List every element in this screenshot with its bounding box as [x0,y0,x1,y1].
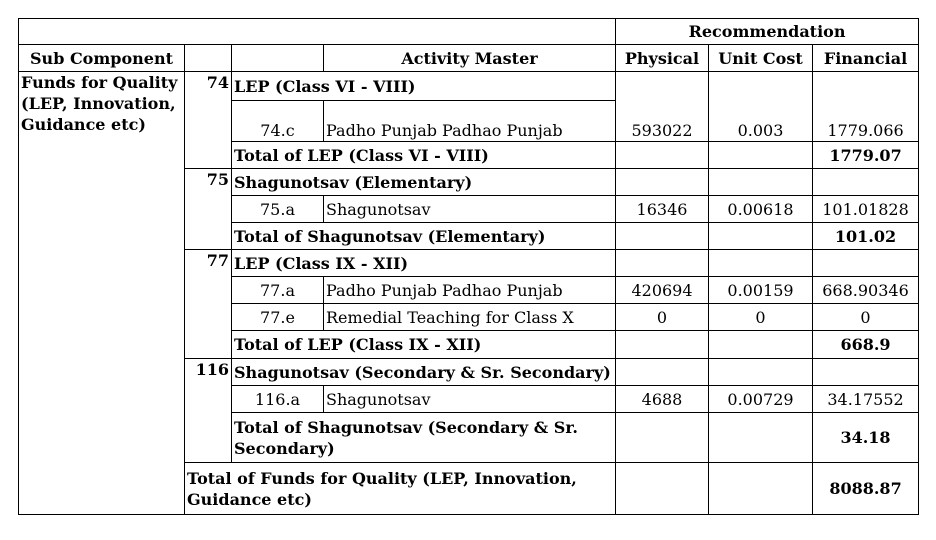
activity-name: Shagunotsav [324,196,616,223]
activity-physical: 4688 [616,386,709,413]
group-total-label: Total of LEP (Class IX - XII) [232,331,616,359]
code-header-blank [185,45,232,72]
activity-physical: 0 [616,304,709,331]
activity-master-header: Activity Master [324,45,616,72]
recommendation-header: Recommendation [616,19,919,45]
empty-cell [616,169,709,196]
activity-unit-cost: 0.00159 [709,277,813,304]
group-code: 74 [185,72,232,169]
physical-header: Physical [616,45,709,72]
empty-cell [616,250,709,277]
empty-cell [616,413,709,463]
empty-cell [709,463,813,515]
group-code: 77 [185,250,232,359]
financial-header: Financial [813,45,919,72]
activity-physical: 420694 [616,277,709,304]
empty-cell [709,359,813,386]
activity-name: Shagunotsav [324,386,616,413]
group-title: Shagunotsav (Elementary) [232,169,616,196]
group-total-financial: 668.9 [813,331,919,359]
activity-name: Padho Punjab Padhao Punjab [324,101,616,142]
activity-name: Padho Punjab Padhao Punjab [324,277,616,304]
recommendation-table [18,18,919,515]
activity-physical: 593022 [616,101,709,142]
empty-cell [709,331,813,359]
grand-total-label: Total of Funds for Quality (LEP, Innovation, Guidance etc) [185,463,616,515]
group-total-financial: 101.02 [813,223,919,250]
activity-code: 75.a [232,196,324,223]
group-title: LEP (Class IX - XII) [232,250,616,277]
group-code: 75 [185,169,232,250]
activity-name: Remedial Teaching for Class X [324,304,616,331]
activity-unit-cost: 0.003 [709,101,813,142]
empty-cell [813,169,919,196]
empty-cell [813,72,919,101]
activity-unit-cost: 0.00729 [709,386,813,413]
empty-cell [813,250,919,277]
activity-code: 116.a [232,386,324,413]
group-title: Shagunotsav (Secondary & Sr. Secondary) [232,359,616,386]
activity-financial: 0 [813,304,919,331]
activity-code: 74.c [232,101,324,142]
group-total-label: Total of Shagunotsav (Elementary) [232,223,616,250]
group-total-financial: 34.18 [813,413,919,463]
empty-cell [709,72,813,101]
empty-cell [709,169,813,196]
sub-component-header: Sub Component [19,45,185,72]
sub-component-cell: Funds for Quality (LEP, Innovation, Guidance etc) [19,72,185,515]
subcode-header-blank [232,45,324,72]
unit-cost-header: Unit Cost [709,45,813,72]
header-blank [19,19,616,45]
activity-code: 77.a [232,277,324,304]
empty-cell [616,463,709,515]
grand-total-financial: 8088.87 [813,463,919,515]
empty-cell [616,331,709,359]
empty-cell [616,72,709,101]
activity-financial: 34.17552 [813,386,919,413]
empty-cell [616,142,709,169]
empty-cell [813,359,919,386]
group-total-financial: 1779.07 [813,142,919,169]
activity-physical: 16346 [616,196,709,223]
activity-financial: 101.01828 [813,196,919,223]
empty-cell [616,359,709,386]
activity-financial: 1779.066 [813,101,919,142]
group-total-label: Total of Shagunotsav (Secondary & Sr. Secondary) [232,413,616,463]
activity-financial: 668.90346 [813,277,919,304]
activity-unit-cost: 0.00618 [709,196,813,223]
group-title: LEP (Class VI - VIII) [232,72,616,101]
empty-cell [709,413,813,463]
activity-unit-cost: 0 [709,304,813,331]
empty-cell [709,223,813,250]
empty-cell [709,142,813,169]
empty-cell [709,250,813,277]
group-code: 116 [185,359,232,463]
empty-cell [616,223,709,250]
group-total-label: Total of LEP (Class VI - VIII) [232,142,616,169]
activity-code: 77.e [232,304,324,331]
